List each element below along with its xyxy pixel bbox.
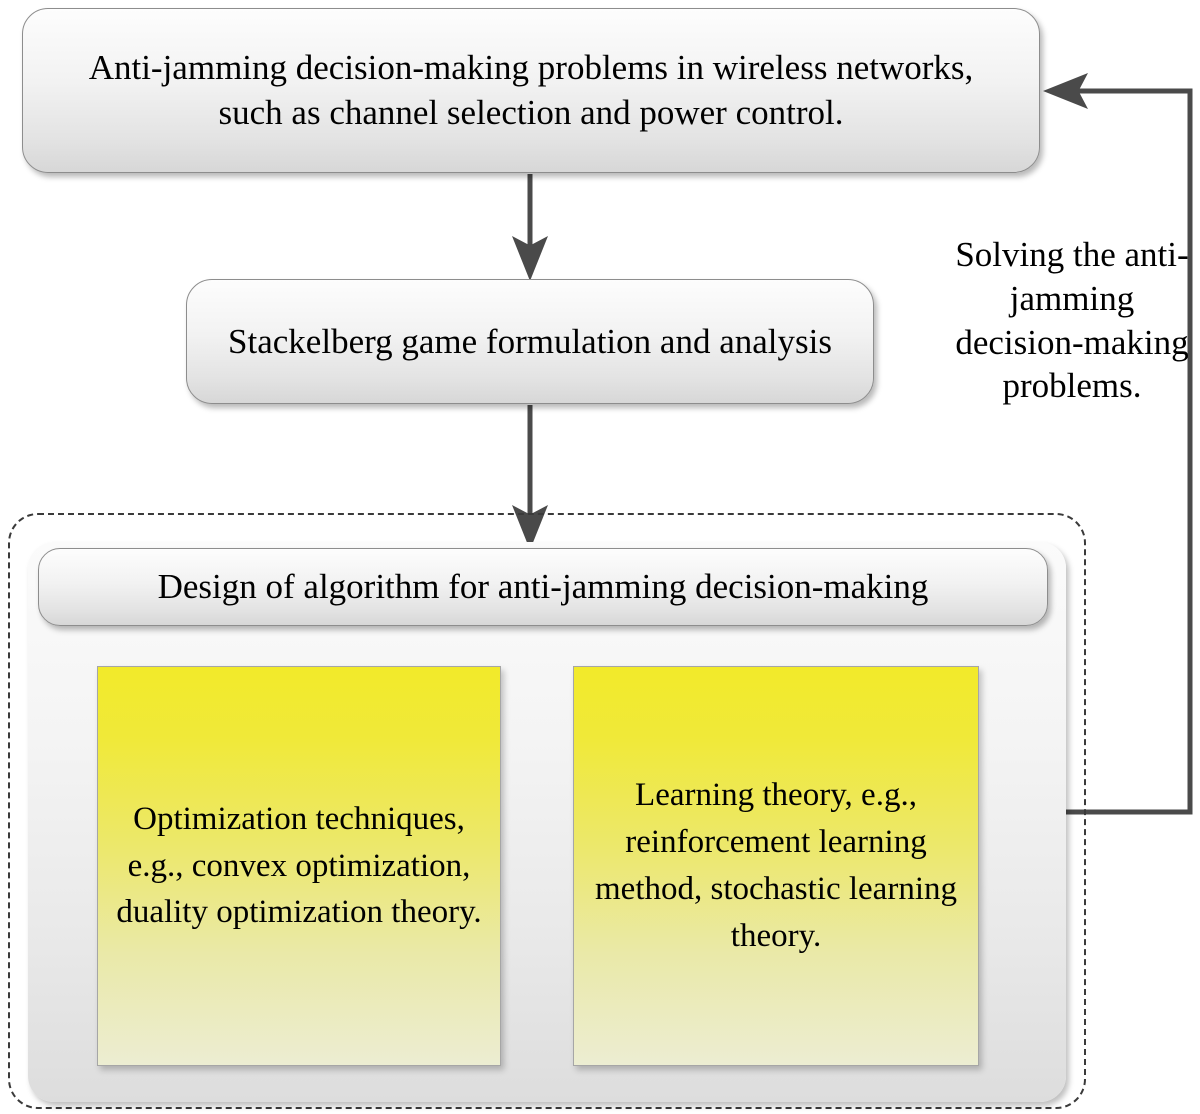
node-problem-statement[interactable] (22, 8, 1040, 173)
node-stackelberg-game[interactable] (186, 279, 874, 404)
node-learning-theory-label: Learning theory, e.g., reinforcement learning method, stochastic learning theory. (595, 777, 957, 954)
feedback-arrow-label: Solving the anti-jamming decision-making problems. (955, 235, 1189, 406)
node-problem-statement-label: Anti-jamming decision-making problems in wireless networks, such as channel selection and power control. (88, 47, 974, 132)
node-optimization-techniques-label: Optimization techniques, e.g., convex optimization, duality optimization theory. (116, 800, 482, 931)
node-learning-theory[interactable] (573, 666, 979, 1066)
node-optimization-techniques[interactable] (97, 666, 501, 1066)
node-stackelberg-game-label: Stackelberg game formulation and analysis (228, 321, 832, 361)
node-algorithm-design[interactable] (38, 548, 1048, 626)
node-algorithm-design-label: Design of algorithm for anti-jamming decision-making (157, 567, 929, 606)
